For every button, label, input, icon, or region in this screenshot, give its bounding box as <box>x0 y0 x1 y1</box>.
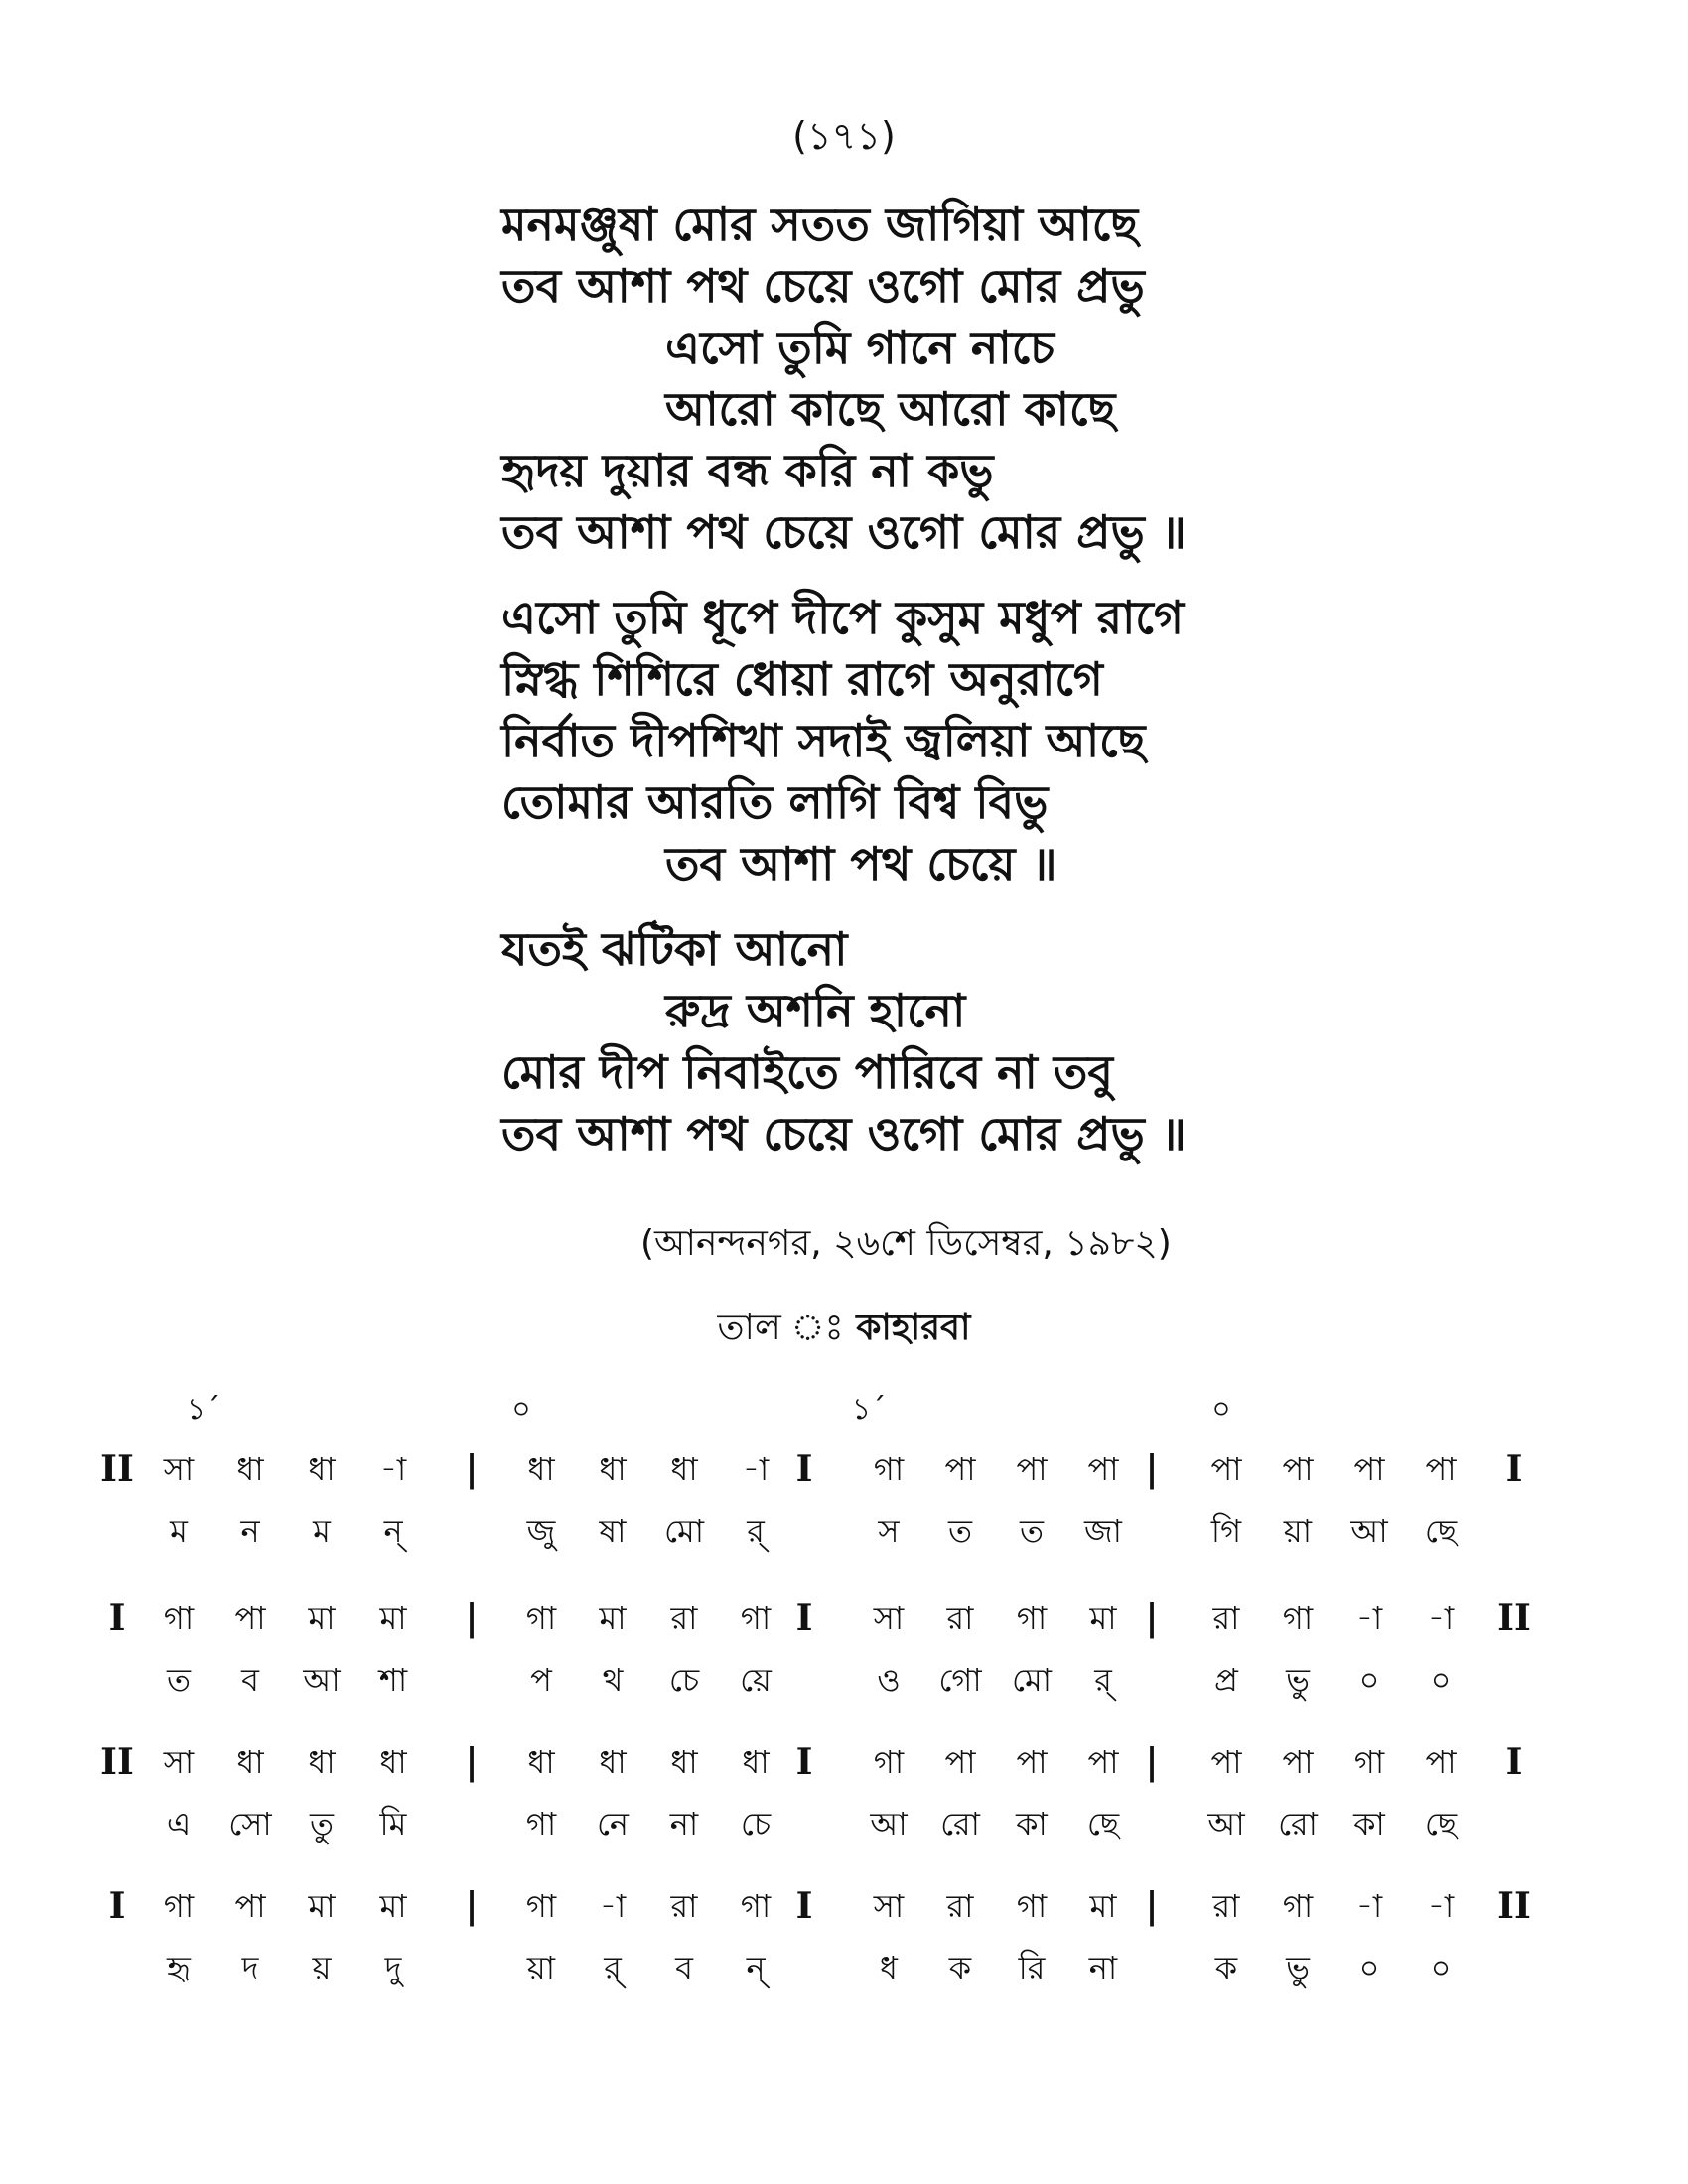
poem-line: তব আশা পথ চেয়ে ওগো মোর প্রভু ॥ <box>501 505 1187 559</box>
lyric-syllable: সো <box>228 1805 272 1843</box>
lyric-syllable: স <box>878 1512 900 1550</box>
beat-marker: ১´ <box>851 1392 887 1427</box>
lyric-syllable: ০ <box>1430 1661 1452 1699</box>
lyric-syllable: ন্ <box>746 1949 766 1986</box>
bar-line-close: II <box>1497 1885 1531 1927</box>
poem-line: তব আশা পথ চেয়ে ॥ <box>665 837 1057 890</box>
lyric-syllable: ন্ <box>383 1512 403 1550</box>
swara-note: রা <box>946 1599 974 1637</box>
beat-marker: ১´ <box>186 1392 221 1427</box>
bar-line-open: I <box>108 1885 126 1927</box>
swara-note: ধা <box>379 1743 407 1781</box>
lyric-syllable: ন <box>240 1512 260 1550</box>
swara-note: মা <box>599 1599 627 1637</box>
lyric-syllable: না <box>1088 1949 1118 1986</box>
swara-note: ধা <box>599 1450 627 1488</box>
lyric-syllable: র্ <box>747 1512 765 1550</box>
swara-note: -া <box>379 1450 407 1488</box>
bar-line: I <box>795 1741 813 1783</box>
lyric-syllable: মো <box>663 1512 705 1550</box>
lyric-syllable: আ <box>870 1805 908 1843</box>
lyric-syllable: থ <box>602 1661 624 1699</box>
lyric-syllable: মো <box>1011 1661 1053 1699</box>
poem-line: রুদ্র অশনি হানো <box>665 984 966 1037</box>
swara-note: ধা <box>670 1743 698 1781</box>
swara-note: ধা <box>599 1743 627 1781</box>
lyric-syllable: আ <box>303 1661 341 1699</box>
lyric-syllable: গা <box>525 1805 557 1843</box>
swara-note: পা <box>1210 1450 1242 1488</box>
lyric-syllable: কা <box>1016 1805 1048 1843</box>
swara-note: ধা <box>308 1450 336 1488</box>
bar-line-open: II <box>100 1448 134 1490</box>
lyric-syllable: ত <box>166 1661 191 1699</box>
bar-line: I <box>795 1885 813 1927</box>
poem-line: স্নিগ্ধ শিশিরে ধোয়া রাগে অনুরাগে <box>501 652 1103 706</box>
swara-note: রা <box>1212 1887 1240 1925</box>
lyric-syllable: ছে <box>1424 1805 1458 1843</box>
footnote-place-date: (আনন্দনগর, ২৬শে ডিসেম্বর, ১৯৮২) <box>640 1223 1172 1264</box>
poem-line: মনমঞ্জুষা মোর সতত জাগিয়া আছে <box>501 198 1139 251</box>
poem-line: তোমার আরতি লাগি বিশ্ব বিভু <box>501 775 1049 829</box>
poem-line: এসো তুমি ধূপে দীপে কুসুম মধুপ রাগে <box>501 591 1184 644</box>
bar-line-open: I <box>108 1597 126 1639</box>
swara-note: ধা <box>527 1450 555 1488</box>
swara-note: পা <box>944 1450 976 1488</box>
lyric-syllable: রি <box>1018 1949 1046 1986</box>
swara-note: ধা <box>236 1450 264 1488</box>
swara-note: সা <box>873 1599 905 1637</box>
poem-line: তব আশা পথ চেয়ে ওগো মোর প্রভু ॥ <box>501 1107 1187 1160</box>
bar-line: | <box>1145 1597 1159 1639</box>
beat-marker: ০ <box>511 1392 531 1427</box>
lyric-syllable: প <box>530 1661 552 1699</box>
swara-note: রা <box>946 1887 974 1925</box>
lyric-syllable: রো <box>940 1805 980 1843</box>
lyric-syllable: চে <box>740 1805 772 1843</box>
lyric-syllable: শা <box>378 1661 408 1699</box>
beat-marker: ০ <box>1211 1392 1231 1427</box>
swara-note: পা <box>1425 1450 1457 1488</box>
swara-note: সা <box>163 1743 195 1781</box>
lyric-syllable: ভু <box>1286 1949 1310 1986</box>
lyric-syllable: মি <box>379 1805 407 1843</box>
lyric-syllable: এ <box>166 1805 192 1843</box>
swara-note: রা <box>1212 1599 1240 1637</box>
swara-note: মা <box>308 1887 336 1925</box>
swara-note: পা <box>1282 1450 1314 1488</box>
swara-note: পা <box>1282 1743 1314 1781</box>
swara-note: রা <box>670 1887 698 1925</box>
bar-line: I <box>795 1448 813 1490</box>
swara-note: মা <box>379 1599 407 1637</box>
bar-line-close: II <box>1497 1597 1531 1639</box>
tala-heading <box>0 1300 1688 1360</box>
swara-note: গা <box>1282 1599 1314 1637</box>
swara-note: পা <box>944 1743 976 1781</box>
poem-line: নির্বাত দীপশিখা সদাই জ্বলিয়া আছে <box>501 714 1146 767</box>
lyric-syllable: র্ <box>604 1949 622 1986</box>
lyric-syllable: প্র <box>1214 1661 1238 1699</box>
lyric-syllable: ০ <box>1358 1661 1380 1699</box>
swara-note: গা <box>525 1599 557 1637</box>
swara-note: মা <box>308 1599 336 1637</box>
bar-line: | <box>465 1741 479 1783</box>
swara-note: ধা <box>308 1743 336 1781</box>
poem-line: যতই ঝটিকা আনো <box>501 922 848 976</box>
swara-note: গা <box>873 1743 905 1781</box>
swara-note: পা <box>1210 1743 1242 1781</box>
swara-note: পা <box>1425 1743 1457 1781</box>
swara-note: গা <box>1016 1887 1048 1925</box>
bar-line-open: II <box>100 1741 134 1783</box>
swara-note: গা <box>1282 1887 1314 1925</box>
lyric-syllable: ত <box>947 1512 972 1550</box>
lyric-syllable: জা <box>1084 1512 1122 1550</box>
swara-note: ধা <box>742 1743 770 1781</box>
lyric-syllable: ভু <box>1286 1661 1310 1699</box>
poem-line: এসো তুমি গানে নাচে <box>665 321 1055 374</box>
swara-note: মা <box>1089 1887 1117 1925</box>
swara-note: গা <box>740 1599 772 1637</box>
bar-line: | <box>1145 1741 1159 1783</box>
lyric-syllable: নে <box>596 1805 630 1843</box>
lyric-syllable: ষা <box>599 1512 627 1550</box>
lyric-syllable: র্ <box>1094 1661 1112 1699</box>
swara-note: -া <box>599 1887 627 1925</box>
lyric-syllable: জু <box>526 1512 556 1550</box>
lyric-syllable: য়ে <box>740 1661 772 1699</box>
lyric-syllable: ব <box>241 1661 259 1699</box>
bar-line: I <box>795 1597 813 1639</box>
bar-line: | <box>465 1448 479 1490</box>
lyric-syllable: আ <box>1207 1805 1245 1843</box>
lyric-syllable: ক <box>1214 1949 1238 1986</box>
poem <box>501 194 1494 1164</box>
lyric-syllable: য়া <box>1283 1512 1313 1550</box>
bar-line: | <box>1145 1448 1159 1490</box>
swara-note: পা <box>234 1887 266 1925</box>
bar-line-close: I <box>1505 1741 1523 1783</box>
lyric-syllable: ০ <box>1358 1949 1380 1986</box>
lyric-syllable: আ <box>1350 1512 1388 1550</box>
lyric-syllable: ব <box>675 1949 693 1986</box>
poem-line: হৃদয় দুয়ার বন্ধ করি না কভু <box>501 444 994 497</box>
swara-note: পা <box>234 1599 266 1637</box>
lyric-syllable: হৃ <box>167 1949 191 1986</box>
swara-note: -া <box>1427 1599 1455 1637</box>
swara-note: গা <box>1016 1599 1048 1637</box>
swara-note: গা <box>1353 1743 1385 1781</box>
lyric-syllable: ম <box>313 1512 331 1550</box>
swara-note: রা <box>670 1599 698 1637</box>
lyric-syllable: ছে <box>1424 1512 1458 1550</box>
lyric-syllable: ০ <box>1430 1949 1452 1986</box>
lyric-syllable: য় <box>312 1949 332 1986</box>
swara-note: ধা <box>670 1450 698 1488</box>
swara-note: গা <box>163 1887 195 1925</box>
swara-note: সা <box>873 1887 905 1925</box>
lyric-syllable: ম <box>170 1512 188 1550</box>
poem-line: তব আশা পথ চেয়ে ওগো মোর প্রভু <box>501 259 1145 313</box>
swara-note: -া <box>1427 1887 1455 1925</box>
swara-note: পা <box>1353 1450 1385 1488</box>
lyric-syllable: ত <box>1019 1512 1044 1550</box>
lyric-syllable: গি <box>1210 1512 1242 1550</box>
lyric-syllable: য়া <box>526 1949 556 1986</box>
lyric-syllable: দু <box>384 1949 402 1986</box>
tala-name: কাহারবা <box>856 1307 971 1348</box>
poem-line: আরো কাছে আরো কাছে <box>665 382 1116 436</box>
bar-line: | <box>465 1885 479 1927</box>
swara-note: গা <box>163 1599 195 1637</box>
swara-note: -া <box>742 1450 770 1488</box>
lyric-syllable: কা <box>1353 1805 1385 1843</box>
swara-note: পা <box>1087 1743 1119 1781</box>
swara-note: পা <box>1016 1450 1048 1488</box>
lyric-syllable: দ <box>241 1949 259 1986</box>
bar-line: | <box>1145 1885 1159 1927</box>
lyric-syllable: ও <box>877 1661 901 1699</box>
swara-note: মা <box>1089 1599 1117 1637</box>
lyric-syllable: ক <box>948 1949 972 1986</box>
lyric-syllable: রো <box>1278 1805 1318 1843</box>
lyric-syllable: তু <box>309 1805 334 1843</box>
lyric-syllable: না <box>669 1805 699 1843</box>
lyric-syllable: ধ <box>880 1949 898 1986</box>
bar-line: | <box>465 1597 479 1639</box>
swara-note: ধা <box>236 1743 264 1781</box>
swara-note: ধা <box>527 1743 555 1781</box>
swara-note: -া <box>1355 1599 1383 1637</box>
lyric-syllable: গো <box>938 1661 982 1699</box>
poem-line: মোর দীপ নিবাইতে পারিবে না তবু <box>501 1045 1113 1099</box>
lyric-syllable: চে <box>668 1661 700 1699</box>
bar-line-close: I <box>1505 1448 1523 1490</box>
swara-note: গা <box>740 1887 772 1925</box>
swara-note: সা <box>163 1450 195 1488</box>
swara-note: পা <box>1016 1743 1048 1781</box>
page-number: (১৭১) <box>792 114 896 158</box>
swara-note: পা <box>1087 1450 1119 1488</box>
swara-note: মা <box>379 1887 407 1925</box>
swara-note: গা <box>873 1450 905 1488</box>
lyric-syllable: ছে <box>1086 1805 1120 1843</box>
swara-note: গা <box>525 1887 557 1925</box>
swara-note: -া <box>1355 1887 1383 1925</box>
tala-label: তাল ঃ <box>717 1307 844 1348</box>
